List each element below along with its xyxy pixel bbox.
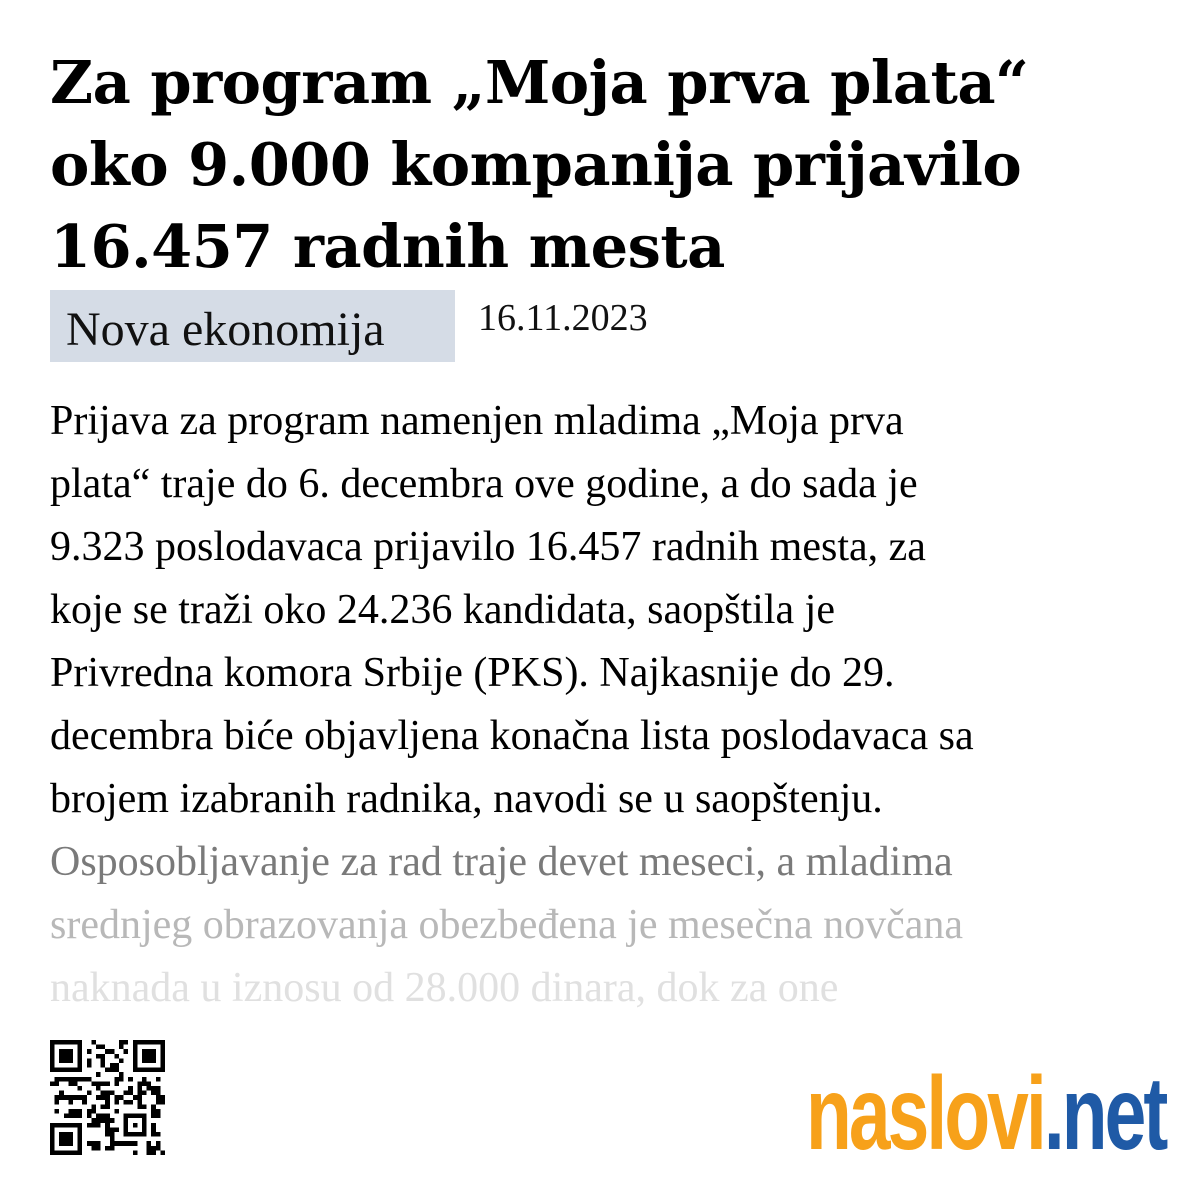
publish-date: 16.11.2023 xyxy=(478,297,648,339)
title-line: oko 9.000 kompanija prijavilo xyxy=(50,130,1022,199)
title-line: Za program „Moja prva plata“ xyxy=(50,48,1029,117)
body-line-faded: srednjeg obrazovanja obezbeđena je mesečna novčana xyxy=(50,902,964,948)
body-line: koje se traži oko 24.236 kandidata, saopštila je xyxy=(50,587,835,633)
body-line: brojem izabranih radnika, navodi se u saopštenju. xyxy=(50,776,883,822)
body-line: Prijava za program namenjen mladima „Moja prva xyxy=(50,398,904,444)
qr-code-icon[interactable] xyxy=(50,1040,165,1155)
body-line-faded: naknada u iznosu od 28.000 dinara, dok za one xyxy=(50,965,839,1010)
logo-text-naslovi: naslovi xyxy=(806,1056,1044,1172)
naslovi-logo[interactable] xyxy=(806,1056,1166,1172)
source-badge[interactable]: Nova ekonomija xyxy=(50,290,455,362)
body-line: Privredna komora Srbije (PKS). Najkasnije do 29. xyxy=(50,650,895,696)
logo-text-net: .net xyxy=(1043,1056,1166,1172)
body-line: plata“ traje do 6. decembra ove godine, a do sada je xyxy=(50,461,918,507)
body-line: decembra biće objavljena konačna lista poslodavaca sa xyxy=(50,713,974,759)
body-line-faded: Osposobljavanje za rad traje devet meseci, a mladima xyxy=(50,839,953,885)
body-line: 9.323 poslodavaca prijavilo 16.457 radnih mesta, za xyxy=(50,524,926,570)
title-line: 16.457 radnih mesta xyxy=(50,212,725,281)
article-title xyxy=(50,42,1160,288)
article-body xyxy=(50,390,1160,1010)
